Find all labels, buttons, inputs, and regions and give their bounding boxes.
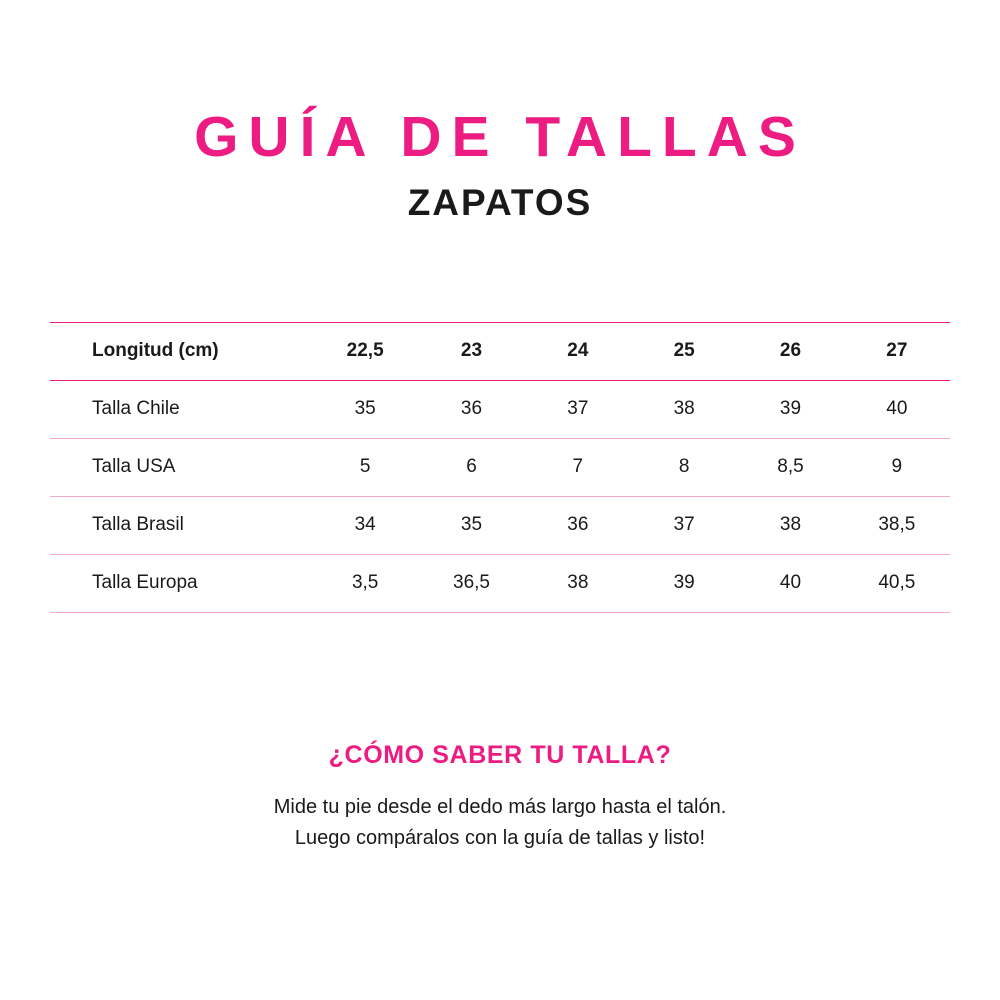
table-header-row: [50, 322, 950, 380]
how-to-title: ¿CÓMO SABER TU TALLA?: [328, 740, 672, 769]
cell-europa-4: 39: [631, 554, 737, 612]
size-table-head: [50, 322, 950, 380]
cell-brasil-6: 38,5: [844, 496, 950, 554]
cell-chile-4: 38: [631, 380, 737, 438]
how-to-body: [274, 792, 727, 854]
cell-brasil-5: 38: [737, 496, 843, 554]
size-table-container: [50, 322, 950, 613]
page-subtitle: ZAPATOS: [407, 181, 593, 223]
cell-europa-5: 40: [737, 554, 843, 612]
page-title: GUÍA DE TALLAS: [194, 105, 806, 169]
row-label-usa: Talla USA: [50, 438, 312, 496]
cell-brasil-4: 37: [631, 496, 737, 554]
row-label-europa: Talla Europa: [50, 554, 312, 612]
how-to-line-1: Mide tu pie desde el dedo más largo hasta el talón.: [273, 795, 727, 818]
cell-chile-5: 39: [737, 380, 843, 438]
cell-usa-3: 7: [525, 438, 631, 496]
size-table-body: [50, 380, 950, 612]
cell-usa-5: 8,5: [737, 438, 843, 496]
table-row: [50, 438, 950, 496]
cell-chile-3: 37: [525, 380, 631, 438]
column-header-length-6: 27: [844, 322, 950, 380]
cell-usa-6: 9: [844, 438, 950, 496]
column-header-length-2: 23: [418, 322, 524, 380]
cell-brasil-2: 35: [418, 496, 524, 554]
cell-europa-3: 38: [525, 554, 631, 612]
row-label-brasil: Talla Brasil: [50, 496, 312, 554]
cell-usa-2: 6: [418, 438, 524, 496]
column-header-length-4: 25: [631, 322, 737, 380]
cell-chile-6: 40: [844, 380, 950, 438]
cell-usa-4: 8: [631, 438, 737, 496]
cell-brasil-3: 36: [525, 496, 631, 554]
table-row: [50, 496, 950, 554]
size-table: [50, 322, 950, 613]
how-to-line-2: Luego compáralos con la guía de tallas y listo!: [294, 826, 706, 849]
cell-brasil-1: 34: [312, 496, 418, 554]
column-header-length-1: 22,5: [312, 322, 418, 380]
cell-usa-1: 5: [312, 438, 418, 496]
row-label-chile: Talla Chile: [50, 380, 312, 438]
table-row: [50, 380, 950, 438]
cell-europa-1: 3,5: [312, 554, 418, 612]
cell-chile-1: 35: [312, 380, 418, 438]
cell-europa-6: 40,5: [844, 554, 950, 612]
cell-europa-2: 36,5: [418, 554, 524, 612]
column-header-length-3: 24: [525, 322, 631, 380]
cell-chile-2: 36: [418, 380, 524, 438]
column-header-length: Longitud (cm): [50, 322, 312, 380]
table-row: [50, 554, 950, 612]
column-header-length-5: 26: [737, 322, 843, 380]
